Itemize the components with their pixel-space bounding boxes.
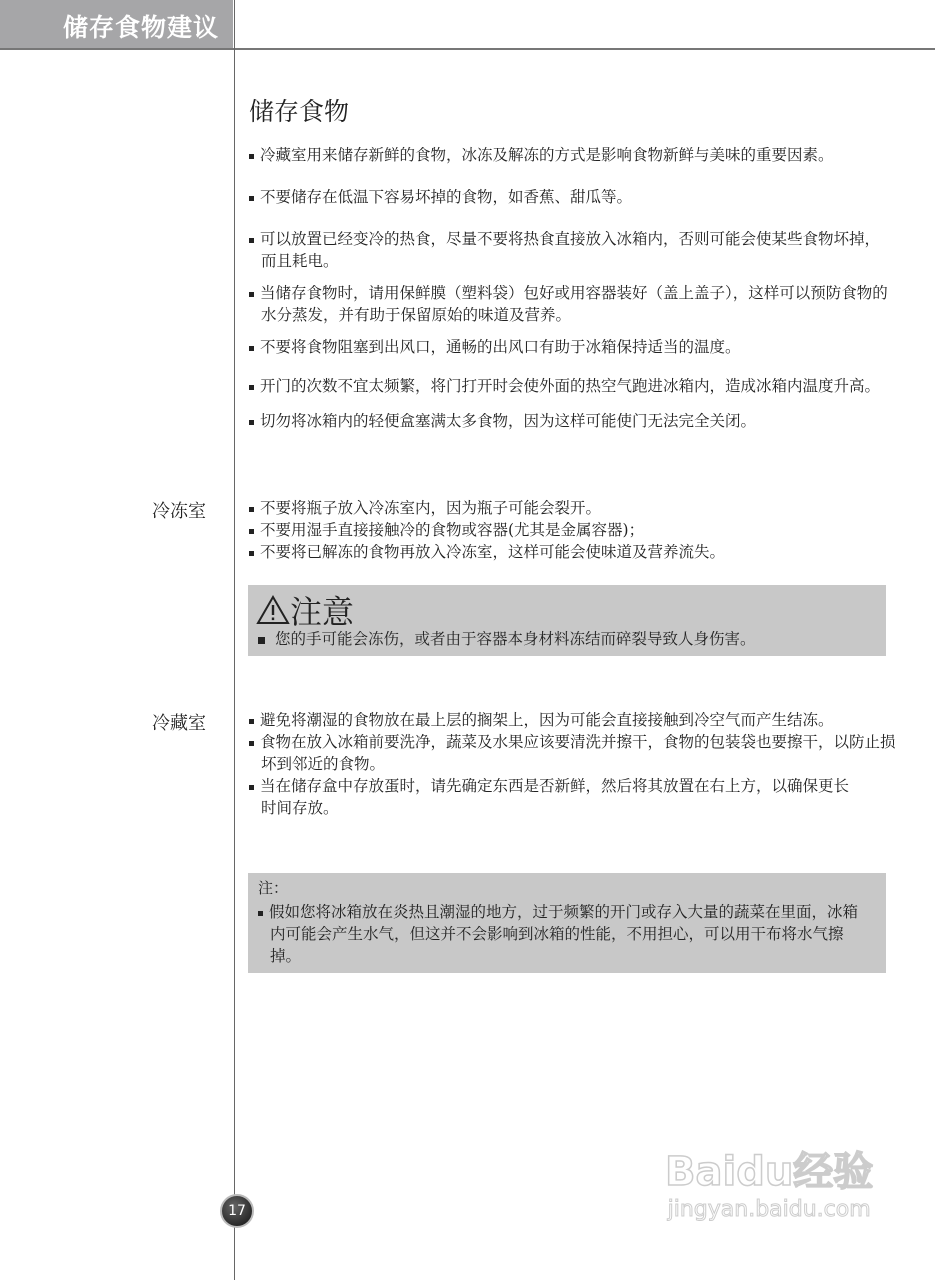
- list-item: 不要储存在低温下容易坏掉的食物，如香蕉、甜瓜等。: [249, 186, 894, 208]
- note-body: [258, 901, 868, 967]
- caution-text: 您的手可能会冻伤，或者由于容器本身材料冻结而碎裂导致人身伤害。: [275, 630, 756, 648]
- note-box: [248, 873, 886, 973]
- note-label: 注：: [258, 879, 289, 897]
- watermark-logo: Baidu经验: [665, 1149, 874, 1195]
- list-item: 食物在放入冰箱前要洗净，蔬菜及水果应该要清洗并擦干，食物的包装袋也要擦干，以防止损坏到邻近的食物。: [249, 731, 896, 775]
- fridge-label: 冷藏室: [152, 713, 206, 734]
- list-item: 冷藏室用来储存新鲜的食物，冰冻及解冻的方式是影响食物新鲜与美味的重要因素。: [249, 144, 894, 166]
- list-item: 不要用湿手直接接触冷的食物或容器(尤其是金属容器)；: [249, 519, 894, 541]
- note-text: 假如您将冰箱放在炎热且潮湿的地方，过于频繁的开门或存入大量的蔬菜在里面，冰箱内可能会产生水气，但这并不会影响到冰箱的性能，不用担心，可以用干布将水气擦掉。: [258, 901, 868, 967]
- list-item: 当在储存盒中存放蛋时，请先确定东西是否新鲜，然后将其放置在右上方，以确保更长时间存放。: [249, 775, 851, 819]
- margin-divider: [234, 0, 235, 1280]
- list-item: 切勿将冰箱内的轻便盒塞满太多食物，因为这样可能使门无法完全关闭。: [249, 410, 894, 432]
- caution-text-row: [258, 627, 756, 649]
- bullet-icon: [258, 637, 265, 644]
- watermark: [665, 1140, 873, 1222]
- freezer-label: 冷冻室: [152, 501, 206, 522]
- general-tips: [249, 144, 894, 432]
- fridge-tips: [249, 709, 894, 819]
- page-number: 17: [220, 1194, 254, 1228]
- list-item: 开门的次数不宜太频繁，将门打开时会使外面的热空气跑进冰箱内，造成冰箱内温度升高。: [249, 375, 891, 397]
- freezer-tips: [249, 497, 894, 563]
- header-divider: [0, 48, 935, 50]
- list-item: 避免将潮湿的食物放在最上层的搁架上，因为可能会直接接触到冷空气而产生结冻。: [249, 709, 871, 731]
- section-title: 储存食物建议: [62, 13, 219, 42]
- page-title: 储存食物: [249, 97, 350, 126]
- watermark-url: jingyan.baidu.com: [667, 1197, 871, 1222]
- list-item: 不要将瓶子放入冷冻室内，因为瓶子可能会裂开。: [249, 497, 894, 519]
- list-item: 不要将食物阻塞到出风口，通畅的出风口有助于冰箱保持适当的温度。: [249, 336, 894, 358]
- caution-title: 注意: [290, 593, 355, 631]
- list-item: 当储存食物时，请用保鲜膜（塑料袋）包好或用容器装好（盖上盖子），这样可以预防食物的水分蒸发，并有助于保留原始的味道及营养。: [249, 282, 891, 326]
- warning-icon: [256, 595, 290, 625]
- caution-box: [248, 585, 886, 656]
- section-header: [0, 0, 233, 48]
- list-item: 不要将已解冻的食物再放入冷冻室，这样可能会使味道及营养流失。: [249, 541, 894, 563]
- list-item: 可以放置已经变冷的热食，尽量不要将热食直接放入冰箱内，否则可能会使某些食物坏掉，而且耗电。: [249, 228, 891, 272]
